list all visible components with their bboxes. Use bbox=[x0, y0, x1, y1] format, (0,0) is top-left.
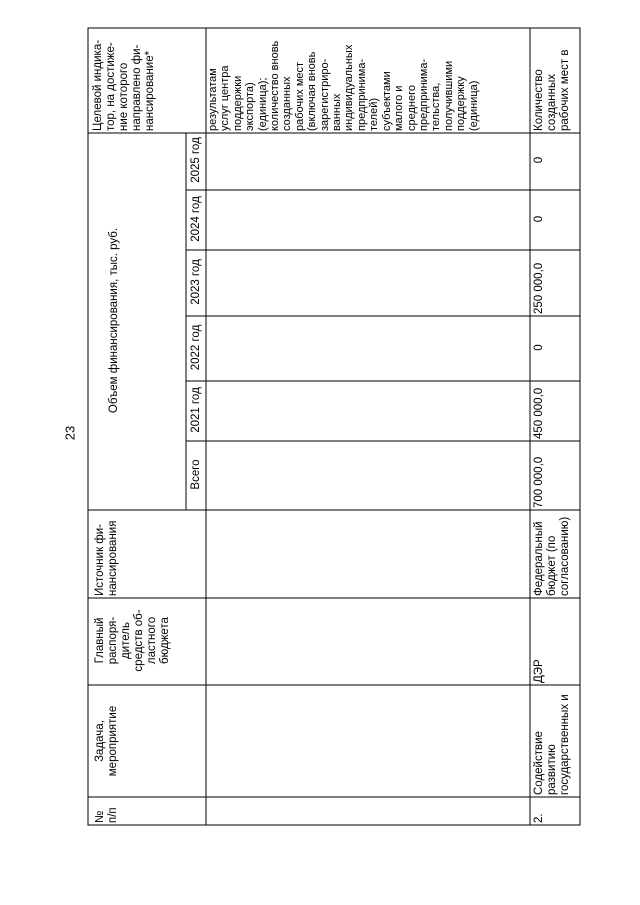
header-total: Всего bbox=[190, 459, 202, 490]
page-number: 23 bbox=[62, 425, 78, 441]
row2-manager: ДЭР bbox=[533, 659, 545, 683]
row2-task: Содействие развитию государственных и bbox=[533, 694, 571, 795]
header-year-2024: 2024 год bbox=[190, 196, 202, 242]
row2-2023: 250 000,0 bbox=[533, 262, 545, 314]
indicator-continuation: результатам услуг центра поддержки экспорта) (единица); количество вновь созданных рабочих мест (включая вновь зарегистриро- ванных индивидуальных предпринима- телей) субъектами малого и среднего предпринима- тельства, получившими поддержку (единица) bbox=[207, 40, 480, 131]
row2-total: 700 000,0 bbox=[533, 456, 545, 508]
header-year-2023: 2023 год bbox=[190, 259, 202, 305]
row2-no: 2. bbox=[533, 813, 545, 823]
row2-2025: 0 bbox=[533, 156, 545, 164]
header-year-2021: 2021 год bbox=[190, 387, 202, 433]
header-funding: Объем финансирования, тыс. руб. bbox=[108, 227, 120, 414]
header-no: № п/п bbox=[94, 807, 119, 823]
header-source: Источник фи- нансирования bbox=[94, 520, 119, 596]
header-indicator: Целевой индика- тор, на достиже- ние которого направлено фи- нансирование* bbox=[92, 39, 156, 131]
row2-2021: 450 000,0 bbox=[533, 387, 545, 439]
header-manager: Главный распоря- дитель средств об- ластного бюджета bbox=[94, 609, 171, 672]
row2-2022: 0 bbox=[533, 344, 545, 351]
header-task: Задача, мероприятие bbox=[94, 705, 119, 777]
row2-indicator: Количество созданных рабочих мест в bbox=[533, 49, 571, 131]
header-year-2022: 2022 год bbox=[190, 324, 202, 371]
header-year-2025: 2025 год bbox=[190, 137, 202, 183]
row2-source: Федеральный бюджет (по согласованию) bbox=[533, 516, 571, 596]
row2-2024: 0 bbox=[533, 215, 545, 223]
